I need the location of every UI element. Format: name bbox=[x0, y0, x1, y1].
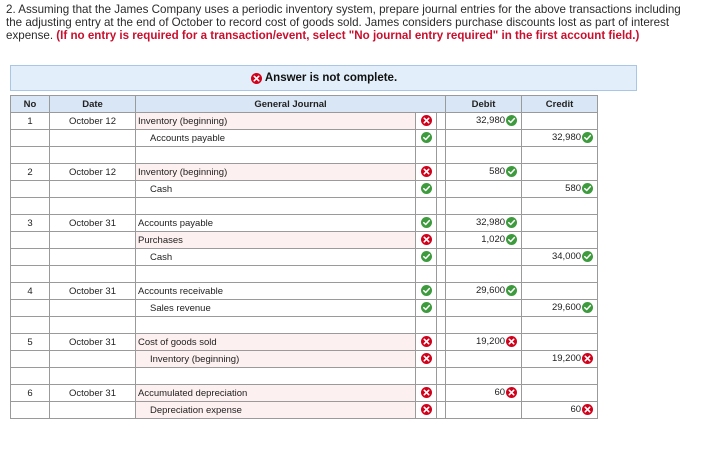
account-field[interactable]: Inventory (beginning) bbox=[136, 164, 416, 181]
entry-number: 3 bbox=[11, 215, 50, 232]
account-field[interactable]: Inventory (beginning) bbox=[136, 113, 416, 130]
answer-status-text: Answer is not complete. bbox=[264, 72, 398, 84]
account-field[interactable]: Cash bbox=[136, 249, 416, 266]
entry-number: 2 bbox=[11, 164, 50, 181]
entry-date[interactable]: October 31 bbox=[50, 385, 136, 402]
blank-cell bbox=[50, 317, 136, 334]
blank-cell bbox=[446, 317, 522, 334]
check-icon bbox=[421, 285, 432, 296]
incorrect-icon bbox=[421, 115, 432, 126]
check-icon bbox=[506, 115, 517, 126]
incorrect-icon bbox=[506, 387, 517, 398]
account-field[interactable]: Purchases bbox=[136, 232, 416, 249]
blank-cell bbox=[416, 147, 437, 164]
account-field[interactable]: Accounts payable bbox=[136, 130, 416, 147]
question-text bbox=[6, 0, 718, 42]
blank-cell bbox=[136, 266, 416, 283]
account-status bbox=[416, 181, 437, 198]
debit-field[interactable] bbox=[446, 130, 522, 147]
header-date: Date bbox=[50, 96, 136, 113]
entry-number bbox=[11, 402, 50, 419]
entry-number bbox=[11, 300, 50, 317]
table-row bbox=[11, 164, 598, 181]
entry-date[interactable] bbox=[50, 249, 136, 266]
account-status bbox=[416, 130, 437, 147]
debit-value: 32,980 bbox=[475, 115, 506, 127]
credit-field[interactable] bbox=[522, 215, 598, 232]
blank-cell bbox=[136, 147, 416, 164]
table-row bbox=[11, 385, 598, 402]
debit-field[interactable] bbox=[446, 181, 522, 198]
question-line-2: the adjusting entry at the end of October to record cost of goods sold. James considers purchase discounts lost as part of interest bbox=[6, 16, 670, 29]
credit-field[interactable] bbox=[522, 232, 598, 249]
credit-field[interactable] bbox=[522, 300, 598, 317]
credit-field[interactable] bbox=[522, 249, 598, 266]
entry-date[interactable]: October 31 bbox=[50, 334, 136, 351]
account-field[interactable]: Accumulated depreciation bbox=[136, 385, 416, 402]
blank-cell bbox=[437, 113, 446, 130]
blank-cell bbox=[437, 181, 446, 198]
debit-field[interactable] bbox=[446, 283, 522, 300]
debit-field[interactable] bbox=[446, 232, 522, 249]
blank-cell bbox=[50, 147, 136, 164]
answer-status-banner bbox=[10, 65, 637, 91]
account-status bbox=[416, 351, 437, 368]
credit-field[interactable] bbox=[522, 351, 598, 368]
debit-value: 32,980 bbox=[475, 217, 506, 229]
blank-cell bbox=[11, 147, 50, 164]
blank-cell bbox=[522, 368, 598, 385]
blank-cell bbox=[437, 266, 446, 283]
check-icon bbox=[582, 132, 593, 143]
header-credit: Credit bbox=[522, 96, 598, 113]
check-icon bbox=[421, 302, 432, 313]
check-icon bbox=[421, 217, 432, 228]
entry-number bbox=[11, 249, 50, 266]
debit-value: 580 bbox=[489, 166, 506, 178]
table-row bbox=[11, 181, 598, 198]
journal-body bbox=[11, 113, 598, 419]
entry-number bbox=[11, 130, 50, 147]
blank-cell bbox=[11, 368, 50, 385]
account-field[interactable]: Accounts receivable bbox=[136, 283, 416, 300]
blank-cell bbox=[136, 368, 416, 385]
account-field[interactable]: Inventory (beginning) bbox=[136, 351, 416, 368]
account-field[interactable]: Cash bbox=[136, 181, 416, 198]
blank-cell bbox=[437, 385, 446, 402]
blank-cell bbox=[136, 317, 416, 334]
blank-cell bbox=[11, 317, 50, 334]
debit-field[interactable] bbox=[446, 385, 522, 402]
blank-cell bbox=[446, 147, 522, 164]
account-field[interactable]: Depreciation expense bbox=[136, 402, 416, 419]
check-icon bbox=[506, 217, 517, 228]
spacer-row bbox=[11, 147, 598, 164]
blank-cell bbox=[50, 266, 136, 283]
check-icon bbox=[506, 285, 517, 296]
blank-cell bbox=[50, 368, 136, 385]
spacer-row bbox=[11, 368, 598, 385]
account-status bbox=[416, 232, 437, 249]
blank-cell bbox=[522, 147, 598, 164]
credit-value: 29,600 bbox=[551, 302, 582, 314]
header-no: No bbox=[11, 96, 50, 113]
blank-cell bbox=[437, 368, 446, 385]
question-line-3 bbox=[6, 29, 718, 42]
blank-cell bbox=[437, 402, 446, 419]
incorrect-icon bbox=[251, 73, 262, 84]
blank-cell bbox=[437, 351, 446, 368]
blank-cell bbox=[437, 300, 446, 317]
entry-date[interactable] bbox=[50, 181, 136, 198]
header-debit: Debit bbox=[446, 96, 522, 113]
table-row bbox=[11, 249, 598, 266]
blank-cell bbox=[446, 368, 522, 385]
blank-cell bbox=[437, 249, 446, 266]
check-icon bbox=[582, 302, 593, 313]
credit-field[interactable] bbox=[522, 334, 598, 351]
blank-cell bbox=[416, 198, 437, 215]
debit-field[interactable] bbox=[446, 300, 522, 317]
debit-value: 1,020 bbox=[481, 234, 506, 246]
entry-number: 5 bbox=[11, 334, 50, 351]
spacer-row bbox=[11, 266, 598, 283]
check-icon bbox=[421, 251, 432, 262]
debit-field[interactable] bbox=[446, 164, 522, 181]
credit-field[interactable] bbox=[522, 385, 598, 402]
credit-field[interactable] bbox=[522, 283, 598, 300]
table-row bbox=[11, 113, 598, 130]
blank-cell bbox=[522, 266, 598, 283]
account-status bbox=[416, 402, 437, 419]
blank-cell bbox=[437, 130, 446, 147]
check-icon bbox=[582, 251, 593, 262]
table-row bbox=[11, 130, 598, 147]
debit-field[interactable] bbox=[446, 215, 522, 232]
blank-cell bbox=[446, 266, 522, 283]
credit-field[interactable] bbox=[522, 130, 598, 147]
credit-value: 19,200 bbox=[551, 353, 582, 365]
account-status bbox=[416, 164, 437, 181]
debit-value: 60 bbox=[494, 387, 506, 399]
blank-cell bbox=[416, 266, 437, 283]
incorrect-icon bbox=[421, 166, 432, 177]
credit-field[interactable] bbox=[522, 181, 598, 198]
incorrect-icon bbox=[421, 404, 432, 415]
entry-date[interactable] bbox=[50, 300, 136, 317]
entry-number bbox=[11, 181, 50, 198]
spacer-row bbox=[11, 198, 598, 215]
account-status bbox=[416, 385, 437, 402]
blank-cell bbox=[437, 198, 446, 215]
check-icon bbox=[421, 132, 432, 143]
journal-header-row bbox=[11, 96, 598, 113]
account-status bbox=[416, 113, 437, 130]
check-icon bbox=[582, 183, 593, 194]
blank-cell bbox=[11, 266, 50, 283]
debit-value: 19,200 bbox=[475, 336, 506, 348]
blank-cell bbox=[136, 198, 416, 215]
entry-number bbox=[11, 351, 50, 368]
check-icon bbox=[506, 166, 517, 177]
credit-value: 60 bbox=[570, 404, 582, 416]
incorrect-icon bbox=[582, 404, 593, 415]
account-field[interactable]: Sales revenue bbox=[136, 300, 416, 317]
account-status bbox=[416, 334, 437, 351]
credit-field[interactable] bbox=[522, 113, 598, 130]
account-status bbox=[416, 283, 437, 300]
debit-field[interactable] bbox=[446, 249, 522, 266]
account-status bbox=[416, 215, 437, 232]
account-status bbox=[416, 300, 437, 317]
incorrect-icon bbox=[421, 353, 432, 364]
credit-value: 32,980 bbox=[551, 132, 582, 144]
incorrect-icon bbox=[506, 336, 517, 347]
entry-date[interactable]: October 31 bbox=[50, 283, 136, 300]
account-field[interactable]: Cost of goods sold bbox=[136, 334, 416, 351]
account-status bbox=[416, 249, 437, 266]
blank-cell bbox=[522, 317, 598, 334]
blank-cell bbox=[446, 198, 522, 215]
table-row bbox=[11, 283, 598, 300]
entry-date[interactable] bbox=[50, 402, 136, 419]
entry-number bbox=[11, 232, 50, 249]
question-line-3-prefix: expense. bbox=[6, 29, 57, 42]
blank-cell bbox=[437, 215, 446, 232]
table-row bbox=[11, 232, 598, 249]
blank-cell bbox=[416, 317, 437, 334]
entry-number: 6 bbox=[11, 385, 50, 402]
entry-date[interactable] bbox=[50, 232, 136, 249]
blank-cell bbox=[437, 283, 446, 300]
debit-field[interactable] bbox=[446, 351, 522, 368]
incorrect-icon bbox=[582, 353, 593, 364]
entry-date[interactable] bbox=[50, 130, 136, 147]
entry-date[interactable]: October 12 bbox=[50, 164, 136, 181]
table-row bbox=[11, 334, 598, 351]
check-icon bbox=[506, 234, 517, 245]
question-instruction: (If no entry is required for a transaction/event, select "No journal entry required" in the first account field.) bbox=[56, 29, 640, 42]
check-icon bbox=[421, 183, 432, 194]
debit-value: 29,600 bbox=[475, 285, 506, 297]
entry-date[interactable]: October 31 bbox=[50, 215, 136, 232]
credit-field[interactable] bbox=[522, 164, 598, 181]
table-row bbox=[11, 300, 598, 317]
account-field[interactable]: Accounts payable bbox=[136, 215, 416, 232]
blank-cell bbox=[11, 198, 50, 215]
incorrect-icon bbox=[421, 387, 432, 398]
table-row bbox=[11, 351, 598, 368]
debit-field[interactable] bbox=[446, 113, 522, 130]
blank-cell bbox=[437, 164, 446, 181]
table-row bbox=[11, 402, 598, 419]
blank-cell bbox=[437, 147, 446, 164]
entry-date[interactable] bbox=[50, 351, 136, 368]
credit-value: 580 bbox=[565, 183, 582, 195]
incorrect-icon bbox=[421, 336, 432, 347]
blank-cell bbox=[416, 368, 437, 385]
debit-field[interactable] bbox=[446, 402, 522, 419]
table-row bbox=[11, 215, 598, 232]
blank-cell bbox=[50, 198, 136, 215]
credit-field[interactable] bbox=[522, 402, 598, 419]
spacer-row bbox=[11, 317, 598, 334]
blank-cell bbox=[437, 317, 446, 334]
incorrect-icon bbox=[421, 234, 432, 245]
blank-cell bbox=[437, 232, 446, 249]
entry-number: 1 bbox=[11, 113, 50, 130]
question-line-1: 2. Assuming that the James Company uses a periodic inventory system, prepare journal entries for the above transactions including bbox=[6, 3, 681, 16]
entry-number: 4 bbox=[11, 283, 50, 300]
credit-value: 34,000 bbox=[551, 251, 582, 263]
blank-cell bbox=[522, 198, 598, 215]
blank-cell bbox=[437, 334, 446, 351]
journal-table bbox=[10, 95, 598, 419]
debit-field[interactable] bbox=[446, 334, 522, 351]
header-general-journal: General Journal bbox=[136, 96, 446, 113]
entry-date[interactable]: October 12 bbox=[50, 113, 136, 130]
